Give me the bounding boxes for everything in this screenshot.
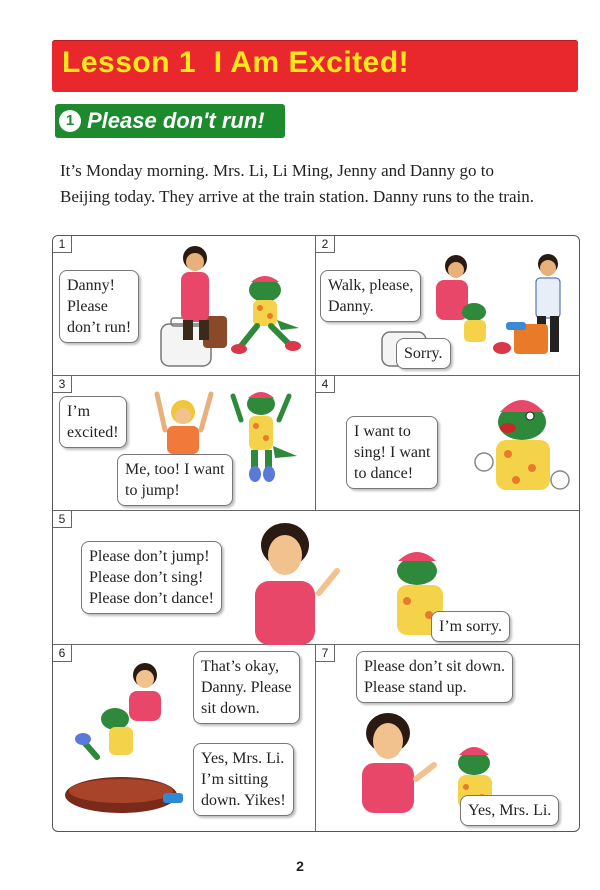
speech-bubble: [346, 416, 438, 489]
speech-line: I’m: [67, 403, 91, 420]
speech-bubble: [81, 541, 222, 614]
panel-7: [316, 645, 579, 831]
speech-line: Yes, Mrs. Li.: [201, 750, 285, 767]
intro-paragraph: [60, 158, 585, 210]
section-header: [55, 104, 285, 138]
speech-line: Danny.: [328, 298, 374, 315]
panel-number: 3: [53, 376, 72, 393]
speech-bubble: [356, 651, 513, 703]
panel-1: [53, 236, 316, 376]
section-number: 1: [59, 110, 81, 132]
speech-bubble: [117, 454, 233, 506]
speech-bubble: [59, 270, 139, 343]
panel-3: [53, 376, 316, 511]
speech-line: Sorry.: [404, 345, 443, 362]
speech-line: I’m sitting: [201, 771, 269, 788]
speech-bubble: [460, 795, 559, 826]
speech-bubble: [320, 270, 421, 322]
speech-line: Please stand up.: [364, 679, 467, 696]
panel-6: [53, 645, 316, 831]
speech-line: down. Yikes!: [201, 792, 286, 809]
panel-number: 5: [53, 511, 72, 528]
comic-strip: [52, 235, 580, 832]
speech-line: sing! I want: [354, 444, 431, 461]
panel-number: 1: [53, 236, 72, 253]
intro-line: It’s Monday morning. Mrs. Li, Li Ming, Jenny and Danny go to: [60, 161, 494, 180]
speech-line: don’t run!: [67, 319, 132, 336]
speech-line: Please don’t sing!: [89, 569, 204, 586]
panel-5: [53, 511, 579, 645]
intro-line: Beijing today. They arrive at the train station. Danny runs to the train.: [60, 187, 534, 206]
speech-line: Danny. Please: [201, 679, 292, 696]
speech-line: I want to: [354, 423, 411, 440]
panel-2: [316, 236, 579, 376]
speech-line: That’s okay,: [201, 658, 280, 675]
page-number: 2: [296, 858, 304, 874]
panel-number: 7: [316, 645, 335, 662]
speech-line: Walk, please,: [328, 277, 414, 294]
panel-4: [316, 376, 579, 511]
lesson-title: Lesson 1 I Am Excited!: [62, 46, 410, 79]
speech-bubble: [431, 611, 510, 642]
speech-line: Please don’t sit down.: [364, 658, 506, 675]
speech-bubble: [59, 396, 127, 448]
speech-line: Yes, Mrs. Li.: [468, 802, 552, 819]
speech-line: to jump!: [125, 482, 180, 499]
panel-number: 2: [316, 236, 335, 253]
speech-line: I’m sorry.: [439, 618, 502, 635]
speech-line: Danny!: [67, 277, 115, 294]
speech-line: Me, too! I want: [125, 461, 225, 478]
speech-line: Please: [67, 298, 108, 315]
speech-bubble: [193, 651, 300, 724]
panel-number: 4: [316, 376, 335, 393]
panel-number: 6: [53, 645, 72, 662]
speech-line: excited!: [67, 424, 119, 441]
speech-line: Please don’t dance!: [89, 590, 214, 607]
speech-bubble: [396, 338, 451, 369]
speech-line: sit down.: [201, 700, 260, 717]
speech-bubble: [193, 743, 294, 816]
section-title: Please don't run!: [87, 108, 265, 133]
lesson-banner: [52, 40, 578, 92]
speech-line: Please don’t jump!: [89, 548, 210, 565]
speech-line: to dance!: [354, 465, 414, 482]
